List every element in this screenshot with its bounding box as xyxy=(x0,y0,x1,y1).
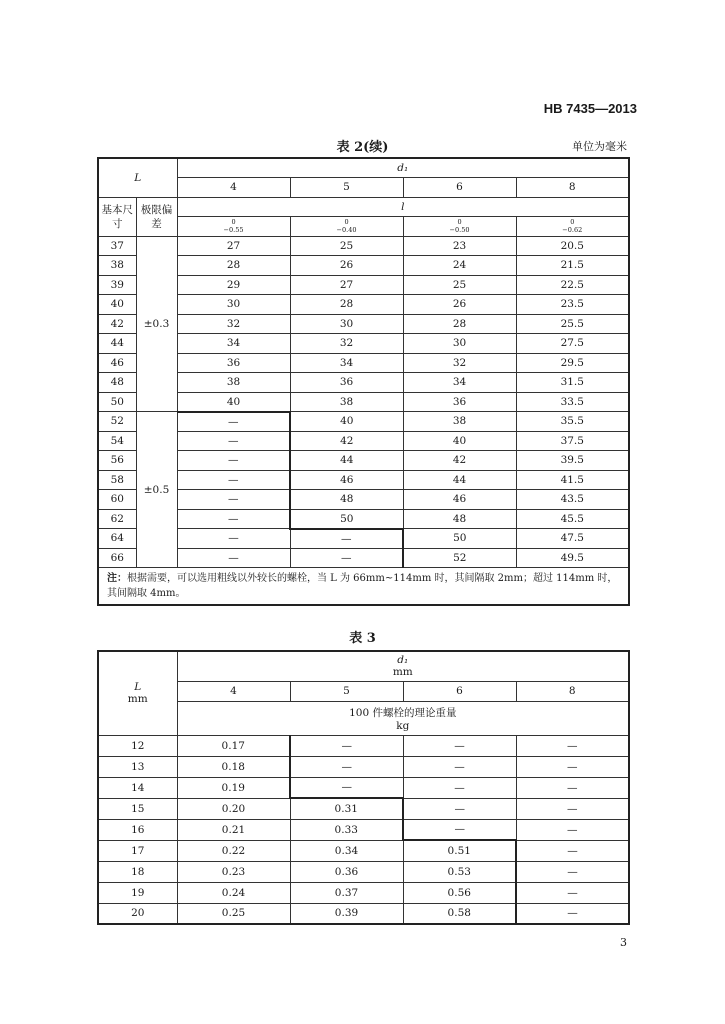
weight-label: 100 件螺栓的理论重量 xyxy=(349,706,457,719)
cell: — xyxy=(516,903,629,924)
table-row xyxy=(98,470,629,490)
cell: 38 xyxy=(98,256,136,276)
header-L xyxy=(98,651,177,735)
header-L-unit: mm xyxy=(127,693,148,706)
table-row xyxy=(98,412,629,432)
header-l: l xyxy=(177,197,629,217)
d1-value: 5 xyxy=(290,681,403,701)
cell: 0.39 xyxy=(290,903,403,924)
cell: 0.51 xyxy=(403,840,516,861)
cell: 27.5 xyxy=(516,334,629,354)
cell: — xyxy=(403,798,516,819)
cell: — xyxy=(516,882,629,903)
table3-header-row-1 xyxy=(98,651,629,681)
cell: 37 xyxy=(98,236,136,256)
cell: 54 xyxy=(98,431,136,451)
cell: 44 xyxy=(98,334,136,354)
table3-header-row-3 xyxy=(98,701,629,735)
table2 xyxy=(97,157,630,606)
cell: 23 xyxy=(403,236,516,256)
table2-header-row-1 xyxy=(98,158,629,178)
cell: — xyxy=(516,735,629,756)
table-row xyxy=(98,882,629,903)
cell: 0.17 xyxy=(177,735,290,756)
cell: 44 xyxy=(403,470,516,490)
table-row xyxy=(98,490,629,510)
cell: — xyxy=(177,412,290,432)
cell: 0.53 xyxy=(403,861,516,882)
tolerance-upper: 0 xyxy=(457,218,462,227)
tolerance-lower: −0.55 xyxy=(223,226,244,235)
table2-header-row-2 xyxy=(98,178,629,198)
weight-unit: kg xyxy=(396,719,410,732)
cell: 33.5 xyxy=(516,392,629,412)
d1-value: 5 xyxy=(290,178,403,198)
tolerance-upper: 0 xyxy=(570,218,575,227)
d1-value: 8 xyxy=(516,681,629,701)
page-number: 3 xyxy=(620,936,627,949)
cell: 36 xyxy=(290,373,403,393)
cell: 25 xyxy=(290,236,403,256)
note-text: 根据需要，可以选用粗线以外较长的螺栓，当 L 为 66mm~114mm 时，其间隔取 2mm；超过 114mm 时，其间隔取 4mm。 xyxy=(107,573,618,599)
cell: 0.24 xyxy=(177,882,290,903)
tolerance-upper: 0 xyxy=(231,218,236,227)
cell: 0.58 xyxy=(403,903,516,924)
cell: 0.25 xyxy=(177,903,290,924)
cell: 0.20 xyxy=(177,798,290,819)
standard-code: HB 7435—2013 xyxy=(543,101,637,116)
table2-note-row xyxy=(98,568,629,606)
cell: 26 xyxy=(403,295,516,315)
header-L: L xyxy=(98,158,177,197)
table-row xyxy=(98,529,629,549)
d1-value: 6 xyxy=(403,178,516,198)
cell: 0.34 xyxy=(290,840,403,861)
cell: 28 xyxy=(177,256,290,276)
cell: 46 xyxy=(98,353,136,373)
tolerance-cell xyxy=(403,217,516,237)
cell: — xyxy=(290,777,403,798)
cell: 49.5 xyxy=(516,548,629,568)
cell: 25.5 xyxy=(516,314,629,334)
cell: 38 xyxy=(403,412,516,432)
cell: 24 xyxy=(403,256,516,276)
cell: 12 xyxy=(98,735,177,756)
cell: 14 xyxy=(98,777,177,798)
cell: 56 xyxy=(98,451,136,471)
cell: — xyxy=(516,861,629,882)
table-row xyxy=(98,295,629,315)
cell: — xyxy=(177,490,290,510)
cell: 34 xyxy=(290,353,403,373)
cell: 62 xyxy=(98,509,136,529)
header-limit-deviation: 极限偏差 xyxy=(136,197,177,236)
unit-note: 单位为毫米 xyxy=(572,140,627,153)
cell: 42 xyxy=(403,451,516,471)
table-row xyxy=(98,236,629,256)
cell: 39.5 xyxy=(516,451,629,471)
cell: 39 xyxy=(98,275,136,295)
header-d1-symbol: d₁ xyxy=(397,654,409,667)
cell: — xyxy=(177,548,290,568)
table-row xyxy=(98,392,629,412)
cell: 20 xyxy=(98,903,177,924)
cell: 52 xyxy=(403,548,516,568)
cell: 50 xyxy=(290,509,403,529)
cell: — xyxy=(516,819,629,840)
table-row xyxy=(98,334,629,354)
table-row xyxy=(98,798,629,819)
tolerance-cell xyxy=(177,217,290,237)
cell: — xyxy=(516,777,629,798)
cell: 0.36 xyxy=(290,861,403,882)
cell: 0.18 xyxy=(177,756,290,777)
tolerance-lower: −0.40 xyxy=(336,226,357,235)
cell: — xyxy=(516,756,629,777)
table2-header-row-3 xyxy=(98,197,629,217)
cell: 27 xyxy=(177,236,290,256)
cell: 18 xyxy=(98,861,177,882)
cell: 34 xyxy=(403,373,516,393)
cell: 30 xyxy=(290,314,403,334)
cell: 40 xyxy=(177,392,290,412)
cell: — xyxy=(403,756,516,777)
cell: 20.5 xyxy=(516,236,629,256)
d1-value: 6 xyxy=(403,681,516,701)
d1-value: 4 xyxy=(177,178,290,198)
cell: 0.21 xyxy=(177,819,290,840)
cell: 37.5 xyxy=(516,431,629,451)
limit-deviation-group1: ±0.3 xyxy=(136,236,177,412)
cell: 28 xyxy=(290,295,403,315)
cell: 42 xyxy=(98,314,136,334)
tolerance-cell xyxy=(516,217,629,237)
cell: 16 xyxy=(98,819,177,840)
cell: — xyxy=(290,735,403,756)
cell: 28 xyxy=(403,314,516,334)
table-row xyxy=(98,548,629,568)
cell: 46 xyxy=(290,470,403,490)
cell: 35.5 xyxy=(516,412,629,432)
cell: 30 xyxy=(177,295,290,315)
cell: 48 xyxy=(98,373,136,393)
table-row xyxy=(98,777,629,798)
cell: 32 xyxy=(290,334,403,354)
cell: 34 xyxy=(177,334,290,354)
cell: 0.22 xyxy=(177,840,290,861)
cell: 40 xyxy=(98,295,136,315)
cell: 22.5 xyxy=(516,275,629,295)
header-d1 xyxy=(177,651,629,681)
table-row xyxy=(98,509,629,529)
table-row xyxy=(98,256,629,276)
table-row xyxy=(98,275,629,295)
cell: — xyxy=(290,529,403,549)
table3 xyxy=(97,650,630,925)
cell: 36 xyxy=(403,392,516,412)
cell: — xyxy=(516,840,629,861)
cell: 29.5 xyxy=(516,353,629,373)
table-row xyxy=(98,819,629,840)
cell: 45.5 xyxy=(516,509,629,529)
cell: — xyxy=(177,509,290,529)
cell: 31.5 xyxy=(516,373,629,393)
limit-deviation-group2: ±0.5 xyxy=(136,412,177,568)
cell: 48 xyxy=(290,490,403,510)
cell: 42 xyxy=(290,431,403,451)
cell: 64 xyxy=(98,529,136,549)
cell: 44 xyxy=(290,451,403,471)
table-row xyxy=(98,314,629,334)
tolerance-lower: −0.50 xyxy=(449,226,470,235)
tolerance-lower: −0.62 xyxy=(562,226,583,235)
cell: — xyxy=(177,470,290,490)
header-L-symbol: L xyxy=(134,681,142,694)
cell: 41.5 xyxy=(516,470,629,490)
tolerance-cell xyxy=(290,217,403,237)
cell: 0.19 xyxy=(177,777,290,798)
cell: — xyxy=(290,548,403,568)
cell: 13 xyxy=(98,756,177,777)
cell: 48 xyxy=(403,509,516,529)
cell: 66 xyxy=(98,548,136,568)
table-row xyxy=(98,861,629,882)
cell: 0.56 xyxy=(403,882,516,903)
cell: 0.31 xyxy=(290,798,403,819)
table-row xyxy=(98,373,629,393)
cell: 38 xyxy=(290,392,403,412)
cell: 40 xyxy=(403,431,516,451)
cell: — xyxy=(516,798,629,819)
header-d1-unit: mm xyxy=(392,666,413,679)
cell: 29 xyxy=(177,275,290,295)
note-label: 注： xyxy=(107,573,127,584)
table-row xyxy=(98,903,629,924)
weight-header xyxy=(177,701,629,735)
cell: 0.33 xyxy=(290,819,403,840)
cell: 52 xyxy=(98,412,136,432)
cell: — xyxy=(403,777,516,798)
cell: 50 xyxy=(403,529,516,549)
cell: — xyxy=(177,431,290,451)
cell: 47.5 xyxy=(516,529,629,549)
header-basic-size: 基本尺寸 xyxy=(98,197,136,236)
header-d1: d₁ xyxy=(177,158,629,178)
table-row xyxy=(98,451,629,471)
cell: 15 xyxy=(98,798,177,819)
tolerance-upper: 0 xyxy=(344,218,349,227)
cell: — xyxy=(177,451,290,471)
table-row xyxy=(98,353,629,373)
cell: — xyxy=(403,735,516,756)
cell: 30 xyxy=(403,334,516,354)
cell: — xyxy=(403,819,516,840)
cell: 50 xyxy=(98,392,136,412)
cell: 36 xyxy=(177,353,290,373)
cell: 60 xyxy=(98,490,136,510)
cell: — xyxy=(177,529,290,549)
cell: 43.5 xyxy=(516,490,629,510)
cell: 46 xyxy=(403,490,516,510)
d1-value: 4 xyxy=(177,681,290,701)
table2-title: 表 2(续) xyxy=(336,140,389,155)
table3-header-row-2 xyxy=(98,681,629,701)
cell: 58 xyxy=(98,470,136,490)
cell: 26 xyxy=(290,256,403,276)
cell: 0.23 xyxy=(177,861,290,882)
cell: 21.5 xyxy=(516,256,629,276)
table-row xyxy=(98,840,629,861)
cell: 32 xyxy=(177,314,290,334)
table-row xyxy=(98,735,629,756)
table-row xyxy=(98,431,629,451)
table2-note xyxy=(98,568,629,606)
cell: 23.5 xyxy=(516,295,629,315)
cell: 40 xyxy=(290,412,403,432)
cell: 0.37 xyxy=(290,882,403,903)
table2-header-row-4 xyxy=(98,217,629,237)
cell: 17 xyxy=(98,840,177,861)
cell: — xyxy=(290,756,403,777)
cell: 32 xyxy=(403,353,516,373)
table3-title: 表 3 xyxy=(349,631,376,646)
d1-value: 8 xyxy=(516,178,629,198)
cell: 19 xyxy=(98,882,177,903)
cell: 38 xyxy=(177,373,290,393)
table-row xyxy=(98,756,629,777)
cell: 25 xyxy=(403,275,516,295)
cell: 27 xyxy=(290,275,403,295)
